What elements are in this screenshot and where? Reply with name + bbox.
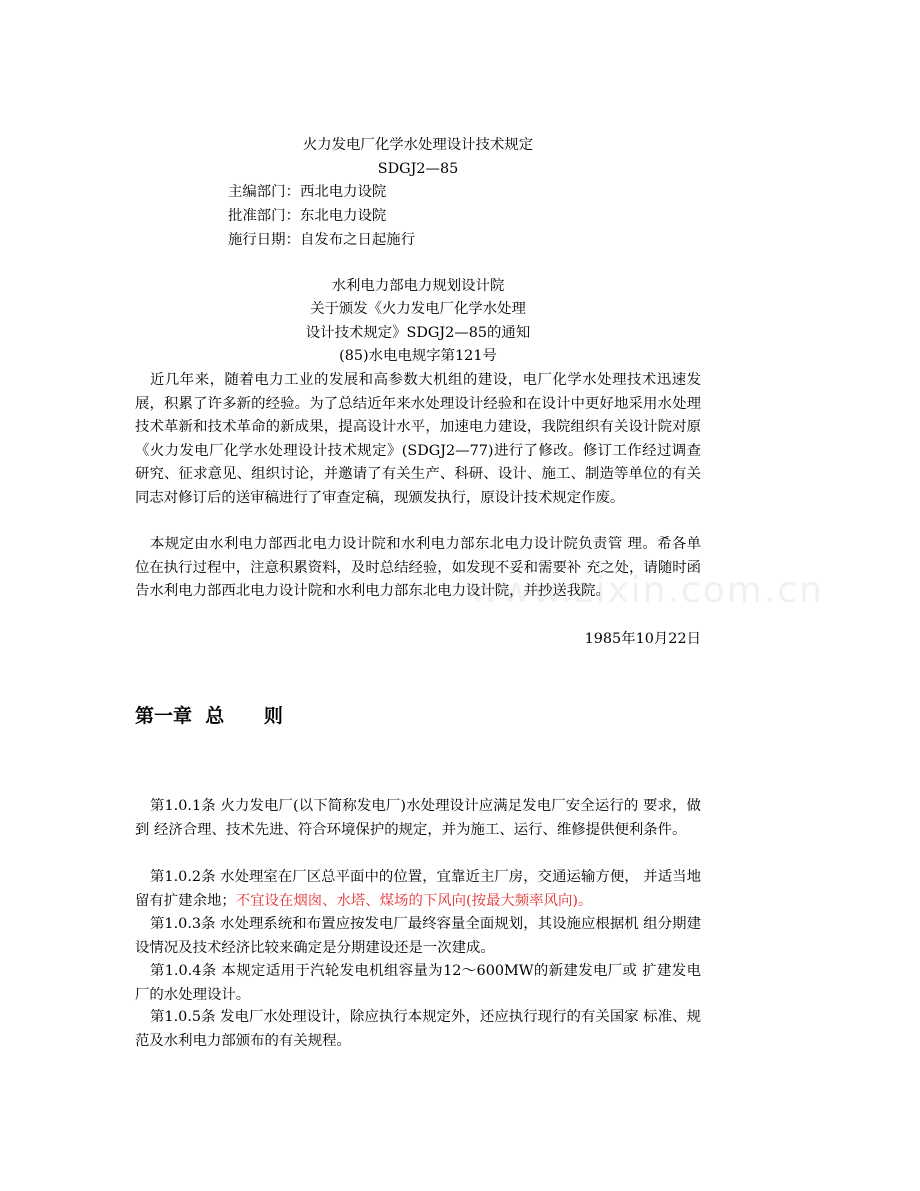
- article-1-0-2-text: 第1.0.2条 水处理室在厂区总平面中的位置，宜靠近主厂房，交通运输方便， 并适当地留有扩建余地；: [135, 869, 701, 909]
- meta-editor: 主编部门：西北电力设院: [228, 184, 387, 200]
- notice-number: (85)水电电规字第121号: [339, 348, 497, 364]
- article-1-0-2-highlight: 不宜设在烟囱、水塔、煤场的下风向(按最大频率风向)。: [235, 892, 593, 909]
- watermark: www.zixin.com.cn: [470, 570, 824, 611]
- article-1-0-2: [135, 866, 701, 913]
- meta-effective-date: 施行日期：自发布之日起施行: [228, 232, 416, 248]
- chapter-title: 第一章 总 则: [135, 705, 283, 727]
- meta-approver: 批准部门：东北电力设院: [228, 208, 387, 224]
- notice-paragraph-1: 近几年来，随着电力工业的发展和高参数大机组的建设，电厂化学水处理技术迅速发展，积累了许多新的经验。为了总结近年来水处理设计经验和在设计中更好地采用水处理技术革新和技术革命的新成果，提高设计水平，加速电力建设，我院组织有关设计院对原《火力发电厂化学水处理设计技术规定》(SDGJ2—77)进行了修改。修订工作经过调查研究、征求意见、组织讨论，并邀请了有关生产、科研、设计、施工、制造等单位的有关同志对修订后的送审稿进行了审查定稿，现颁发执行，原设计技术规定作废。: [135, 372, 701, 506]
- article-1-0-5: 第1.0.5条 发电厂水处理设计，除应执行本规定外，还应执行现行的有关国家 标准、规范及水利电力部颁布的有关规程。: [135, 1009, 701, 1049]
- document-title: 火力发电厂化学水处理设计技术规定: [302, 137, 534, 153]
- notice-date: 1985年10月22日: [584, 631, 701, 647]
- notice-title-line1: 关于颁发《火力发电厂化学水处理: [310, 301, 526, 317]
- article-1-0-4: 第1.0.4条 本规定适用于汽轮发电机组容量为12～600MW的新建发电厂或 扩建发电厂的水处理设计。: [135, 963, 701, 1003]
- article-1-0-1: 第1.0.1条 火力发电厂(以下简称发电厂)水处理设计应满足发电厂安全运行的 要求，做到 经济合理、技术先进、符合环境保护的规定，并为施工、运行、维修提供便利条件。: [135, 798, 701, 838]
- notice-issuer: 水利电力部电力规划设计院: [331, 278, 505, 294]
- notice-title-line2: 设计技术规定》SDGJ2—85的通知: [305, 325, 531, 341]
- document-code: SDGJ2—85: [377, 161, 459, 177]
- article-1-0-3: 第1.0.3条 水处理系统和布置应按发电厂最终容量全面规划，其设施应根据机 组分期建设情况及技术经济比较来确定是分期建设还是一次建成。: [135, 916, 701, 956]
- notice-paragraph-2: 本规定由水利电力部西北电力设计院和水利电力部东北电力设计院负责管 理。希各单位在执行过程中，注意积累资料，及时总结经验，如发现不妥和需要补 充之处，请随时函告水利电力部西北电力设计院和水利电力部东北电力设计院，并抄送我院。: [135, 536, 701, 599]
